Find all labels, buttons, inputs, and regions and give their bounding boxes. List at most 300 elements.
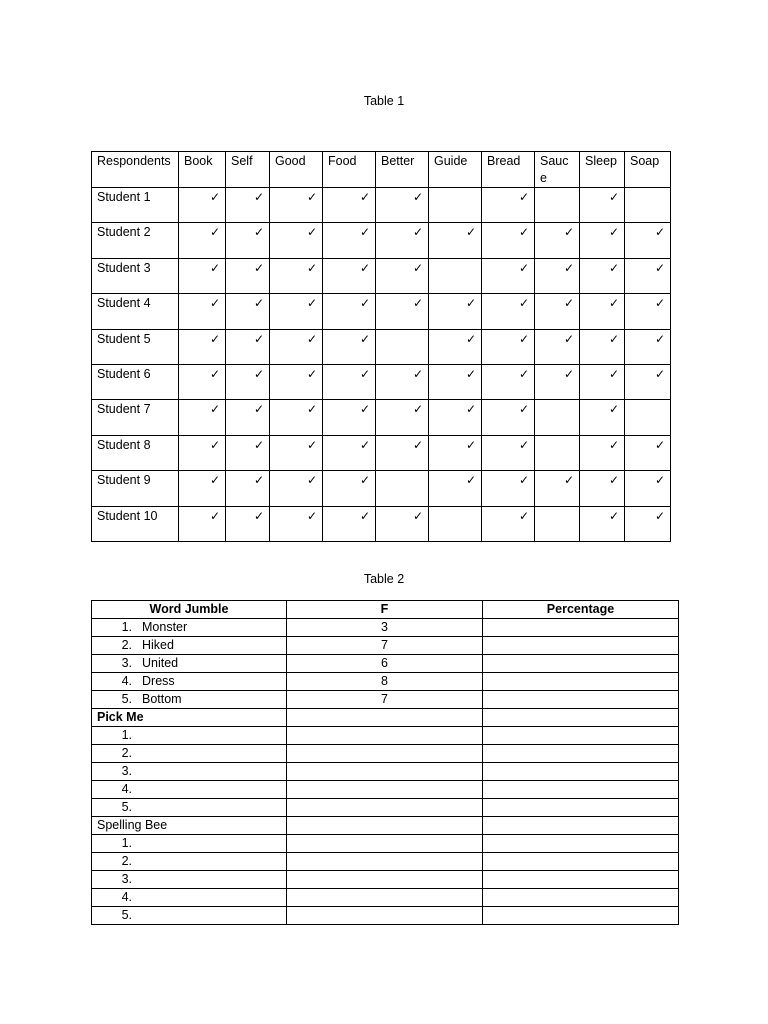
check-cell	[179, 188, 226, 223]
checkmark-icon: ✓	[306, 260, 317, 275]
checkmark-icon: ✓	[563, 366, 574, 381]
check-cell	[179, 400, 226, 435]
check-cell	[580, 223, 625, 258]
table-row	[92, 763, 679, 781]
checkmark-icon: ✓	[608, 402, 619, 417]
check-cell	[625, 294, 671, 329]
check-cell	[429, 223, 482, 258]
check-cell	[179, 329, 226, 364]
checkmark-icon: ✓	[518, 190, 529, 204]
check-cell	[179, 471, 226, 506]
checkmark-icon: ✓	[608, 225, 619, 240]
checkmark-icon: ✓	[518, 473, 529, 488]
table-row	[92, 223, 671, 258]
table-row	[92, 871, 679, 889]
table-row	[92, 364, 671, 399]
check-cell	[270, 258, 323, 293]
checkmark-icon: ✓	[209, 473, 220, 488]
check-cell	[482, 364, 535, 399]
checkmark-icon: ✓	[209, 402, 220, 417]
check-cell	[179, 258, 226, 293]
check-cell	[625, 329, 671, 364]
header-percentage: Percentage	[483, 601, 679, 619]
checkmark-icon: ✓	[608, 437, 619, 452]
table-row	[92, 400, 671, 435]
check-cell	[323, 329, 376, 364]
word-cell	[92, 889, 287, 907]
checkmark-icon: ✓	[465, 331, 476, 346]
check-cell	[535, 435, 580, 470]
check-cell	[376, 329, 429, 364]
empty-cell	[287, 799, 483, 817]
check-cell	[535, 223, 580, 258]
empty-cell	[287, 709, 483, 727]
word-cell	[92, 727, 287, 745]
checkmark-icon: ✓	[563, 473, 574, 488]
checkmark-icon: ✓	[209, 366, 220, 381]
empty-cell	[287, 835, 483, 853]
check-cell	[323, 294, 376, 329]
checkmark-icon: ✓	[306, 190, 317, 204]
respondent-label: Student 2	[92, 223, 179, 258]
checkmark-icon: ✓	[209, 225, 220, 240]
header-guide: Guide	[429, 152, 482, 188]
table2-caption: Table 2	[363, 572, 405, 586]
check-cell	[580, 506, 625, 541]
checkmark-icon: ✓	[563, 225, 574, 240]
checkmark-icon: ✓	[253, 225, 264, 240]
empty-cell	[287, 727, 483, 745]
table-row	[92, 637, 679, 655]
empty-cell	[483, 745, 679, 763]
checkmark-icon: ✓	[563, 260, 574, 275]
table-row	[92, 258, 671, 293]
table1-header-row	[92, 152, 671, 188]
empty-cell	[483, 871, 679, 889]
header-good: Good	[270, 152, 323, 188]
check-cell	[535, 364, 580, 399]
frequency-cell: 3	[287, 619, 483, 637]
table-row	[92, 673, 679, 691]
item-number: 1.	[121, 620, 132, 634]
empty-cell	[483, 853, 679, 871]
checkmark-icon: ✓	[654, 508, 665, 523]
checkmark-icon: ✓	[654, 260, 665, 275]
checkmark-icon: ✓	[412, 296, 423, 311]
checkmark-icon: ✓	[412, 402, 423, 417]
respondent-label: Student 9	[92, 471, 179, 506]
table-row	[92, 889, 679, 907]
check-cell	[323, 223, 376, 258]
checkmark-icon: ✓	[518, 331, 529, 346]
check-cell	[323, 400, 376, 435]
item-word: Hiked	[142, 638, 174, 652]
pick-me-title: Pick Me	[92, 709, 287, 727]
check-cell	[270, 471, 323, 506]
checkmark-icon: ✓	[209, 190, 220, 204]
check-cell	[482, 400, 535, 435]
empty-cell	[483, 727, 679, 745]
item-number: 2.	[121, 854, 132, 868]
table-row	[92, 329, 671, 364]
empty-cell	[483, 637, 679, 655]
table1-body	[92, 188, 671, 542]
item-number: 5.	[121, 908, 132, 922]
table-row	[92, 835, 679, 853]
check-cell	[580, 400, 625, 435]
item-number: 5.	[121, 800, 132, 814]
checkmark-icon: ✓	[253, 366, 264, 381]
check-cell	[429, 435, 482, 470]
word-cell	[92, 745, 287, 763]
checkmark-icon: ✓	[253, 296, 264, 311]
check-cell	[323, 435, 376, 470]
check-cell	[482, 471, 535, 506]
table1-caption: Table 1	[363, 94, 405, 108]
table-row	[92, 907, 679, 925]
check-cell	[226, 188, 270, 223]
checkmark-icon: ✓	[253, 402, 264, 417]
header-food: Food	[323, 152, 376, 188]
header-respondents: Respondents	[92, 152, 179, 188]
item-number: 2.	[121, 638, 132, 652]
check-cell	[226, 506, 270, 541]
empty-cell	[483, 781, 679, 799]
table-row	[92, 727, 679, 745]
item-number: 4.	[121, 890, 132, 904]
check-cell	[535, 506, 580, 541]
word-cell	[92, 871, 287, 889]
check-cell	[226, 400, 270, 435]
checkmark-icon: ✓	[518, 366, 529, 381]
empty-cell	[483, 691, 679, 709]
check-cell	[226, 223, 270, 258]
check-cell	[179, 435, 226, 470]
check-cell	[323, 506, 376, 541]
word-cell	[92, 835, 287, 853]
checkmark-icon: ✓	[306, 366, 317, 381]
spelling-bee-title: Spelling Bee	[92, 817, 287, 835]
checkmark-icon: ✓	[465, 402, 476, 417]
check-cell	[270, 329, 323, 364]
item-word: Dress	[142, 674, 175, 688]
empty-cell	[287, 817, 483, 835]
checkmark-icon: ✓	[654, 366, 665, 381]
empty-cell	[287, 889, 483, 907]
item-number: 1.	[121, 836, 132, 850]
checkmark-icon: ✓	[518, 260, 529, 275]
checkmark-icon: ✓	[518, 296, 529, 311]
checkmark-icon: ✓	[465, 366, 476, 381]
checkmark-icon: ✓	[209, 331, 220, 346]
check-cell	[429, 294, 482, 329]
check-cell	[226, 329, 270, 364]
check-cell	[625, 506, 671, 541]
word-cell	[92, 907, 287, 925]
header-better: Better	[376, 152, 429, 188]
empty-cell	[483, 799, 679, 817]
checkmark-icon: ✓	[253, 260, 264, 275]
header-book: Book	[179, 152, 226, 188]
word-cell	[92, 655, 287, 673]
checkmark-icon: ✓	[608, 366, 619, 381]
check-cell	[226, 364, 270, 399]
check-cell	[226, 294, 270, 329]
check-cell	[482, 506, 535, 541]
empty-cell	[483, 709, 679, 727]
checkmark-icon: ✓	[359, 331, 370, 346]
check-cell	[580, 294, 625, 329]
check-cell	[179, 506, 226, 541]
check-cell	[535, 258, 580, 293]
check-cell	[270, 364, 323, 399]
respondent-label: Student 3	[92, 258, 179, 293]
check-cell	[625, 188, 671, 223]
item-number: 3.	[121, 764, 132, 778]
checkmark-icon: ✓	[253, 331, 264, 346]
table-row	[92, 294, 671, 329]
pick-me-title-row	[92, 709, 679, 727]
checkmark-icon: ✓	[412, 366, 423, 381]
checkmark-icon: ✓	[209, 508, 220, 523]
checkmark-icon: ✓	[608, 296, 619, 311]
item-word: Monster	[142, 620, 188, 634]
check-cell	[580, 364, 625, 399]
check-cell	[376, 400, 429, 435]
respondent-label: Student 7	[92, 400, 179, 435]
check-cell	[270, 400, 323, 435]
empty-cell	[483, 889, 679, 907]
checkmark-icon: ✓	[465, 225, 476, 240]
check-cell	[179, 364, 226, 399]
check-cell	[482, 223, 535, 258]
table-row	[92, 691, 679, 709]
respondent-label: Student 8	[92, 435, 179, 470]
check-cell	[323, 258, 376, 293]
checkmark-icon: ✓	[306, 296, 317, 311]
respondent-label: Student 5	[92, 329, 179, 364]
checkmark-icon: ✓	[306, 437, 317, 452]
checkmark-icon: ✓	[306, 473, 317, 488]
checkmark-icon: ✓	[412, 437, 423, 452]
checkmark-icon: ✓	[359, 473, 370, 488]
table-row	[92, 506, 671, 541]
check-cell	[580, 188, 625, 223]
frequency-cell: 7	[287, 637, 483, 655]
check-cell	[580, 258, 625, 293]
empty-cell	[483, 817, 679, 835]
checkmark-icon: ✓	[465, 437, 476, 452]
empty-cell	[287, 853, 483, 871]
check-cell	[226, 435, 270, 470]
check-cell	[270, 506, 323, 541]
empty-cell	[287, 871, 483, 889]
check-cell	[376, 364, 429, 399]
checkmark-icon: ✓	[306, 331, 317, 346]
checkmark-icon: ✓	[209, 437, 220, 452]
check-cell	[376, 258, 429, 293]
header-self: Self	[226, 152, 270, 188]
table-row	[92, 655, 679, 673]
table1	[91, 151, 671, 542]
check-cell	[429, 364, 482, 399]
header-soap: Soap	[625, 152, 671, 188]
checkmark-icon: ✓	[608, 508, 619, 523]
table-row	[92, 853, 679, 871]
header-sauce: Sauc e	[535, 152, 580, 188]
respondent-label: Student 1	[92, 188, 179, 223]
check-cell	[376, 435, 429, 470]
checkmark-icon: ✓	[412, 190, 423, 204]
respondent-label: Student 6	[92, 364, 179, 399]
check-cell	[323, 471, 376, 506]
check-cell	[429, 506, 482, 541]
checkmark-icon: ✓	[359, 225, 370, 240]
item-number: 2.	[121, 746, 132, 760]
check-cell	[482, 258, 535, 293]
checkmark-icon: ✓	[563, 331, 574, 346]
table-row	[92, 745, 679, 763]
checkmark-icon: ✓	[209, 260, 220, 275]
check-cell	[179, 294, 226, 329]
check-cell	[580, 435, 625, 470]
empty-cell	[483, 619, 679, 637]
check-cell	[376, 471, 429, 506]
respondent-label: Student 10	[92, 506, 179, 541]
checkmark-icon: ✓	[253, 190, 264, 204]
word-cell	[92, 673, 287, 691]
checkmark-icon: ✓	[253, 473, 264, 488]
check-cell	[429, 188, 482, 223]
check-cell	[376, 223, 429, 258]
check-cell	[580, 329, 625, 364]
checkmark-icon: ✓	[654, 225, 665, 240]
word-cell	[92, 781, 287, 799]
check-cell	[270, 223, 323, 258]
checkmark-icon: ✓	[654, 473, 665, 488]
item-number: 4.	[121, 782, 132, 796]
header-word-jumble: Word Jumble	[92, 601, 287, 619]
check-cell	[429, 471, 482, 506]
word-cell	[92, 763, 287, 781]
checkmark-icon: ✓	[608, 473, 619, 488]
checkmark-icon: ✓	[359, 437, 370, 452]
checkmark-icon: ✓	[608, 331, 619, 346]
check-cell	[376, 294, 429, 329]
empty-cell	[287, 745, 483, 763]
check-cell	[270, 188, 323, 223]
check-cell	[535, 471, 580, 506]
check-cell	[429, 400, 482, 435]
check-cell	[482, 435, 535, 470]
checkmark-icon: ✓	[518, 508, 529, 523]
item-word: Bottom	[142, 692, 182, 706]
checkmark-icon: ✓	[359, 190, 370, 204]
checkmark-icon: ✓	[306, 508, 317, 523]
table-row	[92, 188, 671, 223]
check-cell	[323, 364, 376, 399]
check-cell	[179, 223, 226, 258]
check-cell	[376, 188, 429, 223]
header-f: F	[287, 601, 483, 619]
table-row	[92, 781, 679, 799]
check-cell	[323, 188, 376, 223]
checkmark-icon: ✓	[518, 402, 529, 417]
check-cell	[625, 471, 671, 506]
checkmark-icon: ✓	[306, 225, 317, 240]
checkmark-icon: ✓	[654, 296, 665, 311]
checkmark-icon: ✓	[518, 225, 529, 240]
header-bread: Bread	[482, 152, 535, 188]
table2-body	[92, 619, 679, 925]
check-cell	[226, 258, 270, 293]
checkmark-icon: ✓	[654, 437, 665, 452]
check-cell	[535, 188, 580, 223]
table-row	[92, 435, 671, 470]
checkmark-icon: ✓	[465, 473, 476, 488]
table-row	[92, 619, 679, 637]
check-cell	[535, 329, 580, 364]
checkmark-icon: ✓	[359, 366, 370, 381]
empty-cell	[287, 781, 483, 799]
frequency-cell: 8	[287, 673, 483, 691]
checkmark-icon: ✓	[518, 437, 529, 452]
check-cell	[580, 471, 625, 506]
empty-cell	[287, 907, 483, 925]
checkmark-icon: ✓	[412, 508, 423, 523]
checkmark-icon: ✓	[359, 296, 370, 311]
empty-cell	[483, 655, 679, 673]
word-cell	[92, 637, 287, 655]
frequency-cell: 7	[287, 691, 483, 709]
check-cell	[429, 258, 482, 293]
check-cell	[429, 329, 482, 364]
empty-cell	[483, 763, 679, 781]
check-cell	[625, 400, 671, 435]
check-cell	[535, 294, 580, 329]
checkmark-icon: ✓	[608, 260, 619, 275]
checkmark-icon: ✓	[306, 402, 317, 417]
checkmark-icon: ✓	[654, 331, 665, 346]
checkmark-icon: ✓	[359, 508, 370, 523]
item-number: 1.	[121, 728, 132, 742]
empty-cell	[483, 673, 679, 691]
check-cell	[625, 435, 671, 470]
check-cell	[482, 294, 535, 329]
empty-cell	[483, 907, 679, 925]
word-cell	[92, 799, 287, 817]
check-cell	[270, 435, 323, 470]
check-cell	[482, 188, 535, 223]
check-cell	[625, 223, 671, 258]
check-cell	[376, 506, 429, 541]
checkmark-icon: ✓	[412, 260, 423, 275]
item-number: 3.	[121, 656, 132, 670]
table-row	[92, 799, 679, 817]
header-sleep: Sleep	[580, 152, 625, 188]
checkmark-icon: ✓	[412, 225, 423, 240]
checkmark-icon: ✓	[253, 437, 264, 452]
frequency-cell: 6	[287, 655, 483, 673]
check-cell	[270, 294, 323, 329]
checkmark-icon: ✓	[608, 190, 619, 204]
item-number: 3.	[121, 872, 132, 886]
checkmark-icon: ✓	[563, 296, 574, 311]
respondent-label: Student 4	[92, 294, 179, 329]
item-number: 5.	[121, 692, 132, 706]
check-cell	[226, 471, 270, 506]
word-cell	[92, 853, 287, 871]
